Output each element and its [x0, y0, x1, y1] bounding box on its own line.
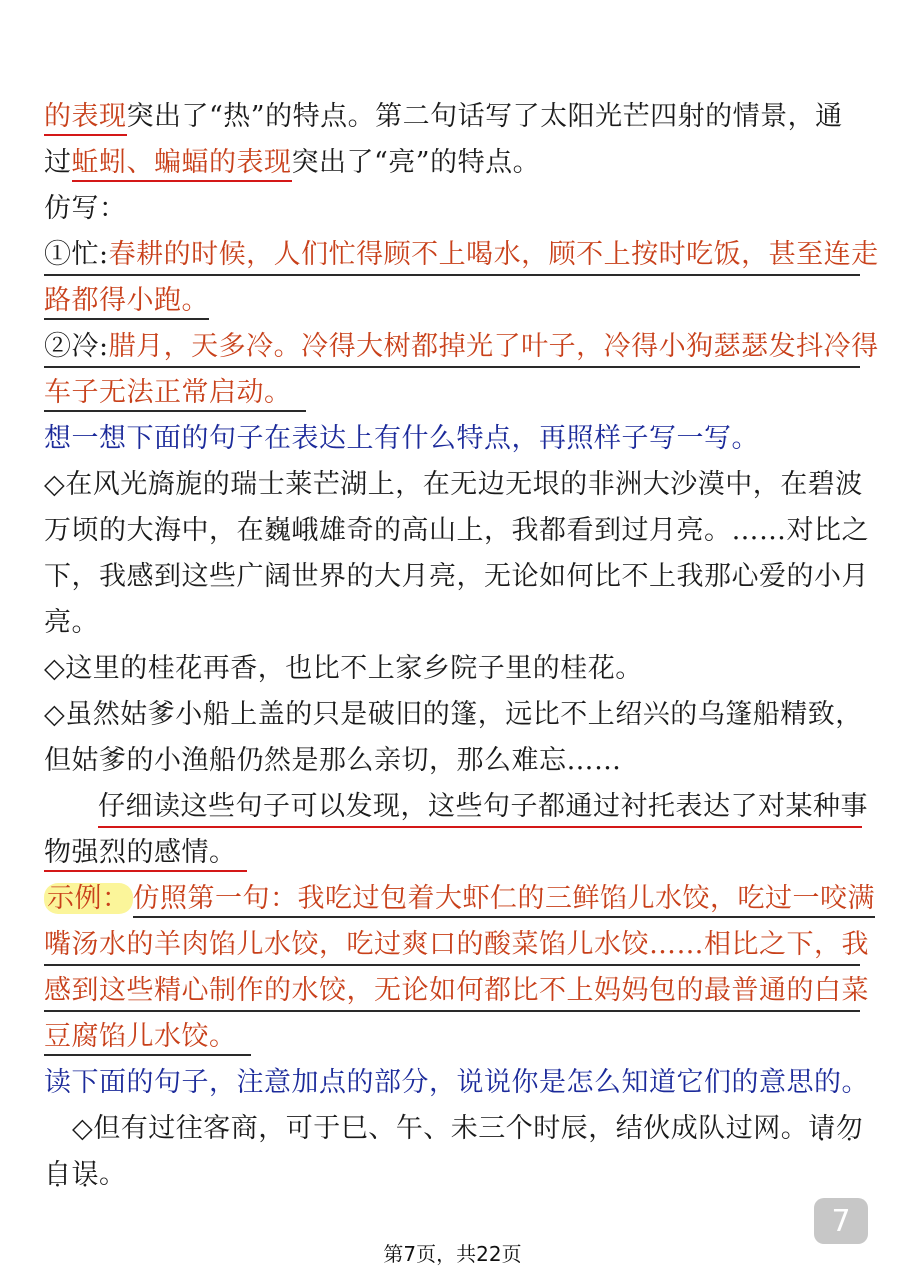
text-line-10: 万顷的大海中，在巍峨雄奇的高山上，我都看到过月亮。……对比之	[44, 515, 869, 546]
body-text: ◇但有过往客商，可于巳、午、未三个时辰，结伙成队过网。	[72, 1113, 809, 1144]
text-line-11: 下，我感到这些广阔世界的大月亮，无论如何比不上我那心爱的小月	[44, 561, 869, 592]
text-line-24	[44, 1158, 864, 1192]
text-line-12: 亮。	[44, 607, 99, 638]
text-line-18	[44, 882, 875, 916]
page-footer: 第7页，共22页	[383, 1242, 522, 1266]
answer-text: 的表现	[44, 101, 127, 136]
text-line-4	[44, 238, 879, 276]
body-text: 。	[99, 1159, 127, 1190]
section-label: 仿写：	[44, 193, 127, 224]
text-line-6	[44, 330, 879, 368]
analysis-text: 物强烈的感情。	[44, 837, 247, 872]
example-text: 仿照第一句：我吃过包着大虾仁的三鲜馅儿水饺，吃过一咬满	[133, 883, 876, 918]
answer-text: 春耕的时候，人们忙得顾不上喝水，顾不上按时吃饭，甚至连走	[108, 239, 879, 270]
text-line-7	[44, 376, 864, 410]
text-line-5	[44, 284, 864, 318]
item-label: ②冷:	[44, 331, 109, 362]
body-text: 突出了“热”的特点。第二句话写了太阳光芒四射的情景，通	[126, 101, 843, 132]
text-line-3	[44, 192, 864, 226]
answer-text: 车子无法正常启动。	[44, 377, 306, 412]
text-line-17	[44, 836, 864, 870]
answer-text: 路都得小跑。	[44, 285, 209, 320]
example-text: 豆腐馅儿水饺。	[44, 1021, 251, 1056]
text-line-13: ◇这里的桂花再香，也比不上家乡院子里的桂花。	[44, 653, 643, 684]
text-line-1	[44, 100, 864, 134]
dotted-char: 误	[71, 1159, 99, 1190]
example-line-2: 嘴汤水的羊肉馅儿水饺，吃过爽口的酸菜馅儿水饺……相比之下，我	[44, 928, 860, 966]
text-line-21	[44, 1020, 864, 1054]
dotted-char: 勿	[835, 1113, 864, 1144]
text-line-2	[44, 146, 864, 180]
text-line-23	[72, 1112, 892, 1146]
example-highlight: 示例：	[44, 883, 133, 914]
body-text: 过	[44, 147, 72, 178]
answer-text: 腊月，天多冷。冷得大树都掉光了叶子，冷得小狗瑟瑟发抖冷得	[108, 331, 879, 362]
body-text: 突出了“亮”的特点。	[291, 147, 541, 178]
question-heading-2: 读下面的句子，注意加点的部分，说说你是怎么知道它们的意思的。	[44, 1067, 869, 1098]
example-line-3: 感到这些精心制作的水饺，无论如何都比不上妈妈包的最普通的白菜	[44, 974, 860, 1012]
text-line-14: ◇虽然姑爹小船上盖的只是破旧的篷，远比不上绍兴的乌篷船精致，	[44, 699, 863, 730]
text-line-9: ◇在风光旖旎的瑞士莱芒湖上，在无边无垠的非洲大沙漠中，在碧波	[44, 469, 863, 500]
dotted-char: 请	[808, 1113, 836, 1144]
answer-text: 蚯蚓、蝙蝠的表现	[72, 147, 292, 182]
page-number-badge: 7	[814, 1198, 868, 1244]
question-heading-1: 想一想下面的句子在表达上有什么特点，再照样子写一写。	[44, 423, 759, 454]
text-line-15: 但姑爹的小渔船仍然是那么亲切，那么难忘……	[44, 745, 622, 776]
dotted-char: 自	[44, 1159, 72, 1190]
item-label: ①忙:	[44, 239, 109, 270]
analysis-line-1: 仔细读这些句子可以发现，这些句子都通过衬托表达了对某种事	[98, 790, 862, 828]
